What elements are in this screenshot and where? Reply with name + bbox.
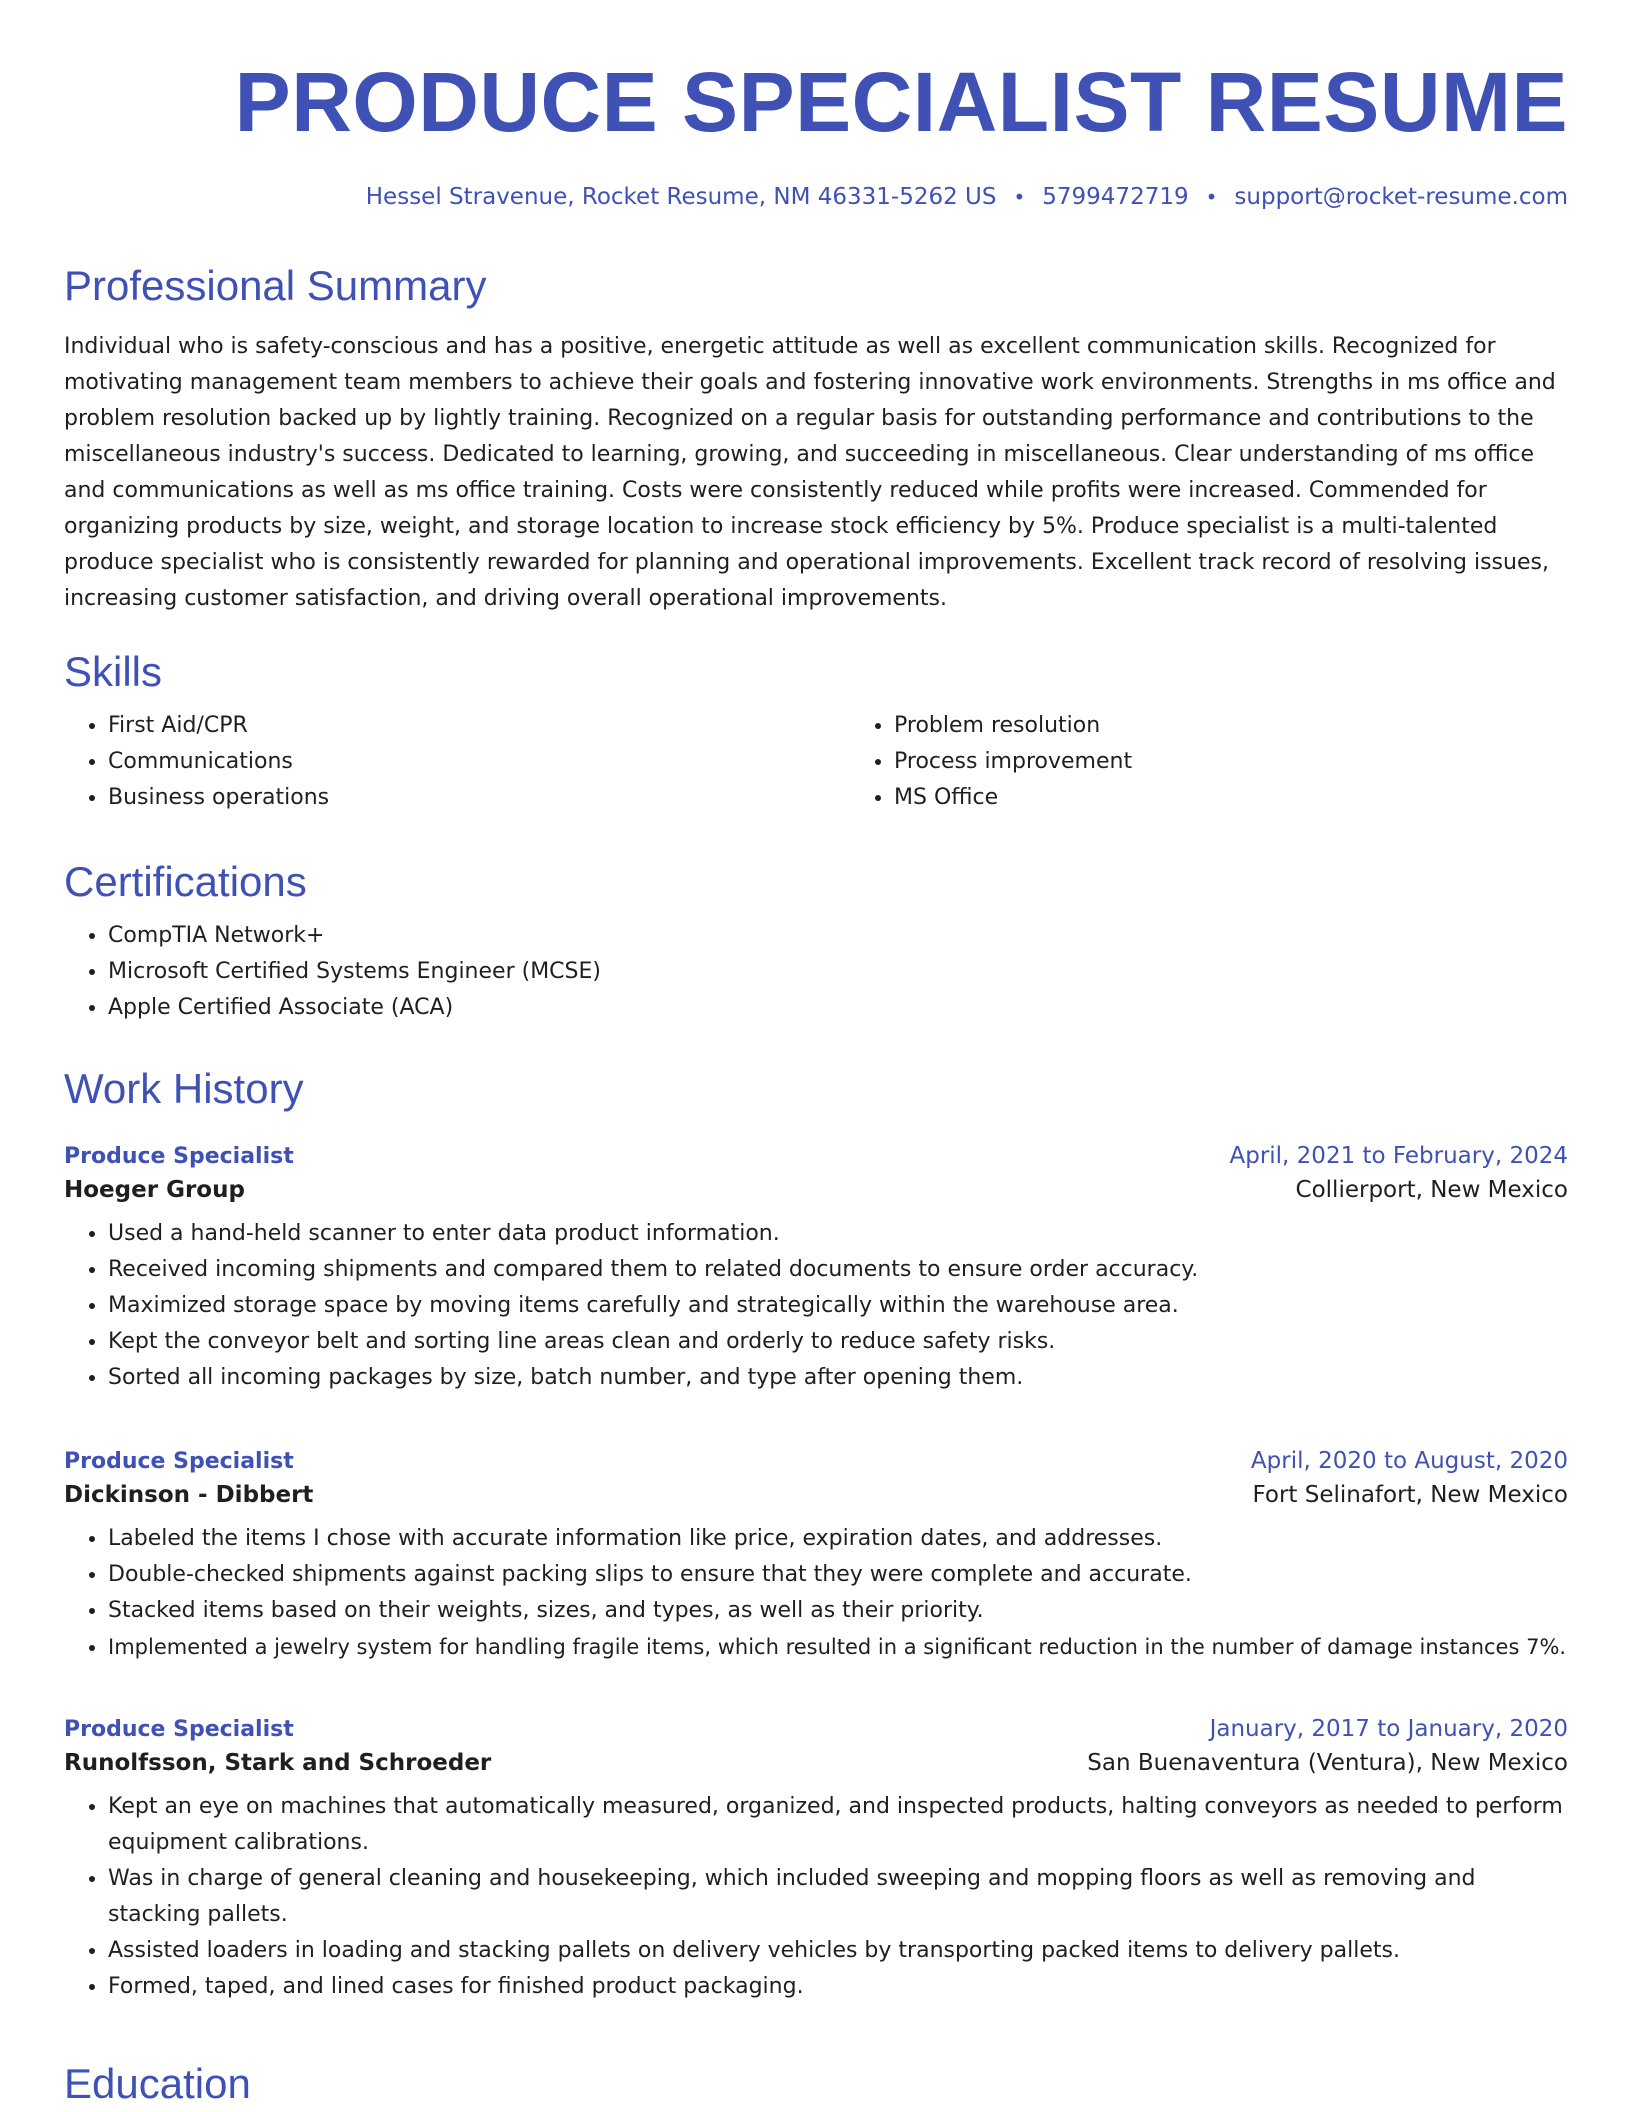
job-dates: January, 2017 to January, 2020	[1209, 1716, 1568, 1742]
job-company: Hoeger Group	[64, 1177, 245, 1203]
job-bullet: • Kept the conveyor belt and sorting line areas clean and orderly to reduce safety risks.	[108, 1324, 1568, 1360]
job-entry	[64, 1448, 1568, 1665]
skills-section	[64, 648, 1568, 816]
contact-phone[interactable]: 5799472719	[1042, 184, 1189, 210]
certifications-heading: Certifications	[64, 858, 307, 905]
job-bullets	[64, 1521, 1568, 1665]
job-bullet: • Kept an eye on machines that automatically measured, organized, and inspected products, halting conveyors as needed to perform equipment calibrations.	[108, 1789, 1568, 1861]
skill-item: • Business operations	[108, 780, 850, 816]
certification-item: • CompTIA Network+	[108, 918, 1568, 954]
education-section	[64, 2060, 1568, 2107]
job-dates: April, 2021 to February, 2024	[1229, 1143, 1568, 1169]
skill-item: • MS Office	[894, 780, 1632, 816]
skill-item: • Communications	[108, 744, 850, 780]
job-dates: April, 2020 to August, 2020	[1250, 1448, 1568, 1474]
contact-email[interactable]: support@rocket-resume.com	[1234, 184, 1568, 210]
job-entry	[64, 1143, 1568, 1396]
skills-heading: Skills	[64, 648, 163, 695]
skills-grid	[64, 708, 1568, 816]
job-bullet: • Sorted all incoming packages by size, batch number, and type after opening them.	[108, 1360, 1568, 1396]
job-bullet: • Labeled the items I chose with accurate information like price, expiration dates, and addresses.	[108, 1521, 1568, 1557]
job-location: San Buenaventura (Ventura), New Mexico	[1087, 1750, 1568, 1776]
job-bullet: • Used a hand-held scanner to enter data product information.	[108, 1216, 1568, 1252]
job-bullet: • Double-checked shipments against packing slips to ensure that they were complete and accurate.	[108, 1557, 1568, 1593]
job-bullets	[64, 1216, 1568, 1396]
certification-item: • Microsoft Certified Systems Engineer (MCSE)	[108, 954, 1568, 990]
skill-item: • First Aid/CPR	[108, 708, 850, 744]
job-subheader	[64, 1750, 1568, 1776]
certifications-section	[64, 858, 1568, 1026]
certifications-list	[64, 918, 1568, 1026]
job-bullet: • Was in charge of general cleaning and housekeeping, which included sweeping and mopping floors as well as removing and stacking pallets.	[108, 1861, 1568, 1933]
contact-separator: •	[1205, 185, 1218, 209]
job-bullet: • Implemented a jewelry system for handling fragile items, which resulted in a significant reduction in the number of damage instances 7%.	[108, 1629, 1568, 1665]
job-bullet: • Formed, taped, and lined cases for finished product packaging.	[108, 1969, 1568, 2005]
work-history-heading: Work History	[64, 1065, 304, 1112]
job-location: Fort Selinafort, New Mexico	[1252, 1482, 1568, 1508]
job-bullet: • Received incoming shipments and compared them to related documents to ensure order accuracy.	[108, 1252, 1568, 1288]
skill-item: • Process improvement	[894, 744, 1632, 780]
summary-heading: Professional Summary	[64, 262, 487, 309]
job-subheader	[64, 1177, 1568, 1203]
contact-line	[64, 186, 1568, 209]
skill-item: • Problem resolution	[894, 708, 1632, 744]
job-entry	[64, 1716, 1568, 2005]
job-bullet: • Assisted loaders in loading and stacking pallets on delivery vehicles by transporting packed items to delivery pallets.	[108, 1933, 1568, 1969]
job-header	[64, 1143, 1568, 1169]
job-company: Dickinson - Dibbert	[64, 1482, 314, 1508]
job-title: Produce Specialist	[64, 1144, 294, 1169]
job-title: Produce Specialist	[64, 1717, 294, 1742]
skills-list-left	[64, 708, 850, 816]
certification-item: • Apple Certified Associate (ACA)	[108, 990, 1568, 1026]
summary-section	[64, 262, 1568, 617]
work-history-section	[64, 1065, 1568, 1112]
skills-list-right	[850, 708, 1632, 816]
job-company: Runolfsson, Stark and Schroeder	[64, 1750, 492, 1776]
summary-text: Individual who is safety-conscious and has a positive, energetic attitude as well as excellent communication skills. Recognized for motivating management team members to achieve their goals and fostering innovative work environments. Strengths in ms office and problem resolution backed up by lightly training. Recognized on a regular basis for outstanding performance and contributions to the miscellaneous industry's success. Dedicated to learning, growing, and succeeding in miscellaneous. Clear understanding of ms office and communications as well as ms office training. Costs were consistently reduced while profits were increased. Commended for organizing products by size, weight, and storage location to increase stock efficiency by 5%. Produce specialist is a multi-talented produce specialist who is consistently rewarded for planning and operational improvements. Excellent track record of resolving issues, increasing customer satisfaction, and driving overall operational improvements.	[64, 334, 1556, 611]
job-location: Collierport, New Mexico	[1295, 1177, 1568, 1203]
contact-separator: •	[1013, 185, 1026, 209]
job-title: Produce Specialist	[64, 1449, 294, 1474]
contact-address: Hessel Stravenue, Rocket Resume, NM 46331-5262 US	[365, 184, 997, 210]
job-header	[64, 1716, 1568, 1742]
job-bullets	[64, 1789, 1568, 2005]
job-bullet: • Maximized storage space by moving items carefully and strategically within the warehouse area.	[108, 1288, 1568, 1324]
job-header	[64, 1448, 1568, 1474]
job-bullet: • Stacked items based on their weights, sizes, and types, as well as their priority.	[108, 1593, 1568, 1629]
resume-title: PRODUCE SPECIALIST RESUME	[234, 55, 1568, 149]
job-subheader	[64, 1482, 1568, 1508]
education-heading: Education	[64, 2060, 251, 2107]
